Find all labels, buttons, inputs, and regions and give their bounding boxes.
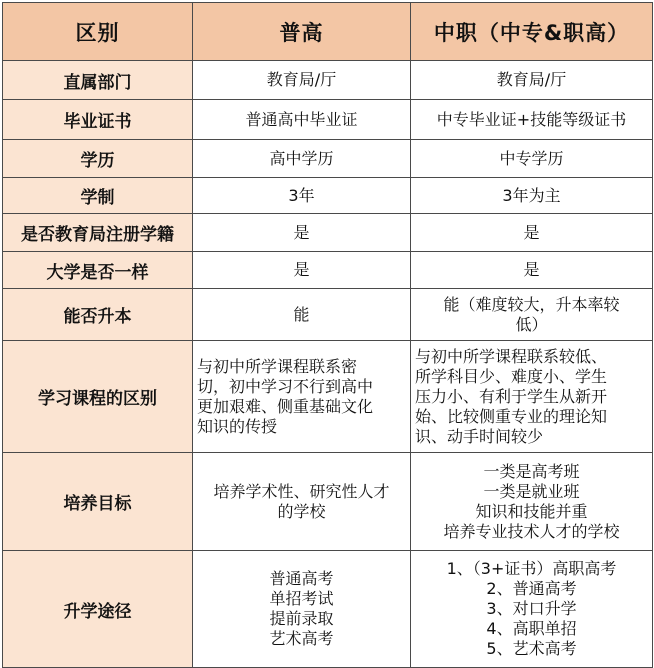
general-value: 能 bbox=[193, 289, 411, 341]
text-line: 与初中所学课程联系较低、 bbox=[415, 346, 608, 366]
row-label: 能否升本 bbox=[3, 289, 193, 341]
general-value bbox=[193, 453, 411, 551]
table-row bbox=[3, 178, 653, 214]
text-line: 一类是就业班 bbox=[483, 481, 580, 501]
vocational-value bbox=[411, 453, 653, 551]
text-line: 艺术高考 bbox=[269, 629, 334, 648]
header-vocational-school: 中职（中专&职高） bbox=[411, 3, 653, 61]
text-line: 压力小、有利于学生从新开 bbox=[415, 386, 608, 406]
vocational-value: 是 bbox=[411, 214, 653, 252]
text-line: 单招考试 bbox=[269, 589, 334, 608]
vocational-value: 3年为主 bbox=[411, 178, 653, 214]
text-line: 2、普通高考 bbox=[486, 579, 577, 598]
row-label: 培养目标 bbox=[3, 453, 193, 551]
table-row bbox=[3, 551, 653, 668]
text-line: 更加艰难、侧重基础文化 bbox=[197, 396, 374, 416]
general-value: 教育局/厅 bbox=[193, 61, 411, 100]
vocational-value: 教育局/厅 bbox=[411, 61, 653, 100]
row-label: 直属部门 bbox=[3, 61, 193, 100]
text-line: 切，初中学习不行到高中 bbox=[197, 376, 374, 396]
text-line: 能（难度较大，升本率较 bbox=[443, 294, 620, 314]
text-line: 培养专业技术人才的学校 bbox=[443, 521, 620, 541]
table-row bbox=[3, 252, 653, 289]
vocational-value bbox=[411, 341, 653, 453]
general-value: 高中学历 bbox=[193, 140, 411, 178]
text-line: 提前录取 bbox=[269, 609, 334, 628]
row-label: 学制 bbox=[3, 178, 193, 214]
table-row bbox=[3, 214, 653, 252]
comparison-table-container bbox=[2, 2, 652, 659]
header-row bbox=[3, 3, 653, 61]
vocational-value: 中专毕业证+技能等级证书 bbox=[411, 100, 653, 140]
text-line: 培养学术性、研究性人才 bbox=[213, 481, 390, 501]
text-line: 始、比较侧重专业的理论知 bbox=[415, 406, 608, 426]
general-value: 是 bbox=[193, 252, 411, 289]
text-line: 知识的传授 bbox=[197, 416, 278, 436]
row-label: 毕业证书 bbox=[3, 100, 193, 140]
comparison-table bbox=[2, 2, 653, 668]
text-line: 4、高职单招 bbox=[486, 619, 577, 638]
text-line: 的学校 bbox=[277, 501, 326, 521]
text-line: 识、动手时间较少 bbox=[415, 426, 544, 446]
table-row bbox=[3, 61, 653, 100]
text-line: 一类是高考班 bbox=[483, 461, 580, 481]
row-label: 升学途径 bbox=[3, 551, 193, 668]
general-value: 普通高中毕业证 bbox=[193, 100, 411, 140]
general-value: 是 bbox=[193, 214, 411, 252]
vocational-value bbox=[411, 551, 653, 668]
vocational-value: 中专学历 bbox=[411, 140, 653, 178]
text-line: 5、艺术高考 bbox=[486, 639, 577, 658]
table-row bbox=[3, 140, 653, 178]
row-label: 是否教育局注册学籍 bbox=[3, 214, 193, 252]
row-label: 大学是否一样 bbox=[3, 252, 193, 289]
general-value bbox=[193, 341, 411, 453]
header-category: 区别 bbox=[3, 3, 193, 61]
text-line: 普通高考 bbox=[269, 569, 334, 588]
vocational-value: 是 bbox=[411, 252, 653, 289]
vocational-value bbox=[411, 289, 653, 341]
general-value: 3年 bbox=[193, 178, 411, 214]
header-general-high-school: 普高 bbox=[193, 3, 411, 61]
table-row bbox=[3, 341, 653, 453]
row-label: 学历 bbox=[3, 140, 193, 178]
table-row bbox=[3, 289, 653, 341]
text-line: 知识和技能并重 bbox=[475, 501, 588, 521]
text-line: 与初中所学课程联系密 bbox=[197, 356, 358, 376]
text-line: 3、对口升学 bbox=[486, 599, 577, 618]
row-label: 学习课程的区别 bbox=[3, 341, 193, 453]
table-row bbox=[3, 453, 653, 551]
table-row bbox=[3, 100, 653, 140]
text-line: 低） bbox=[515, 314, 548, 334]
text-line: 1、（3+证书）高职高考 bbox=[446, 559, 617, 578]
text-line: 所学科目少、难度小、学生 bbox=[415, 366, 608, 386]
general-value bbox=[193, 551, 411, 668]
